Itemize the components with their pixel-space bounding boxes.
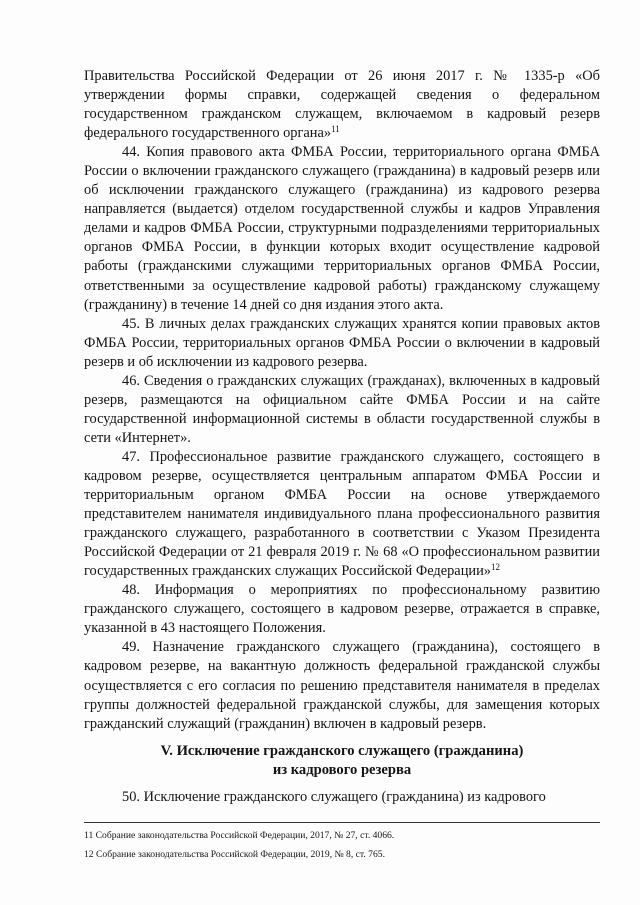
footnotes xyxy=(84,826,600,864)
paragraph-49: 49. Назначение гражданского служащего (гражданина), состоящего в кадровом резерве, на вакантную должность федеральной гражданской службы осуществляется с его согласия по решению представителя нанимателя в пределах группы должностей федеральной гражданской службы, для замещения которых гражданский служащий (гражданин) включен в кадровый резерв. xyxy=(84,639,600,732)
section-heading-line-2: из кадрового резерва xyxy=(272,761,412,778)
paragraph-46: 46. Сведения о гражданских служащих (гражданах), включенных в кадровый резерв, размещаются на официальном сайте ФМБА России и на сайте государственной информационной системы в области государственной службы в сети «Интернет». xyxy=(84,372,600,446)
footnote-ref-11: 11 xyxy=(331,124,340,135)
paragraph-50: 50. Исключение гражданского служащего (гражданина) из кадрового xyxy=(122,788,546,805)
section-heading-line-1: V. Исключение гражданского служащего (гражданина) xyxy=(160,742,524,759)
paragraph-continuation: Правительства Российской Федерации от 26 июня 2017 г. № 1335-р «Об утверждении формы справки, содержащей сведения о федеральном государственном гражданском служащем, включаемом в кадровый резерв федерального государственного органа»$^{11}$ xyxy=(84,68,600,142)
footnote-11: 11 Собрание законодательства Российской Федерации, 2017, № 27, ст. 4066. xyxy=(84,830,395,841)
footnote-divider xyxy=(84,822,600,823)
paragraph-47: 47. Профессиональное развитие гражданского служащего, состоящего в кадровом резерве, осуществляется центральным аппаратом ФМБА России и территориальным органом ФМБА России на основе утверждаемого представителем нанимателя индивидуального плана профессионального развития гражданского служащего, разработанного в соответствии с Указом Президента Российской Федерации от 21 февраля 2019 г. № 68 «О профессиональном развитии государственных гражданских служащих Российской Федерации»$^{12}$ xyxy=(84,448,600,580)
paragraph-44: 44. Копия правового акта ФМБА России, территориального органа ФМБА России о включении гражданского служащего (гражданина) в кадровый резерв или об исключении гражданского служащего (гражданина) из кадрового резерва направляется (выдается) отделом государственной службы и кадров Управления делами и кадров ФМБА России, структурными подразделениями территориальных органов ФМБА России, в функции которых входит осуществление кадровой работы (гражданскими служащими территориальных органов ФМБА России, ответственными за осуществление кадровой работы) гражданскому служащему (гражданину) в течение 14 дней со дня издания этого акта. xyxy=(84,144,600,313)
document-body xyxy=(84,67,600,807)
paragraph-48: 48. Информация о мероприятиях по профессиональному развитию гражданского служащего, состоящего в кадровом резерве, отражается в справке, указанной в 43 настоящего Положения. xyxy=(84,582,600,637)
paragraph-45: 45. В личных делах гражданских служащих хранятся копии правовых актов ФМБА России, территориальных органов ФМБА России о включении в кадровый резерв и об исключении из кадрового резерва. xyxy=(84,315,600,370)
footnote-12: 12 Собрание законодательства Российской Федерации, 2019, № 8, ст. 765. xyxy=(84,849,385,860)
section-heading xyxy=(84,742,600,780)
footnote-ref-12: 12 xyxy=(491,562,500,573)
